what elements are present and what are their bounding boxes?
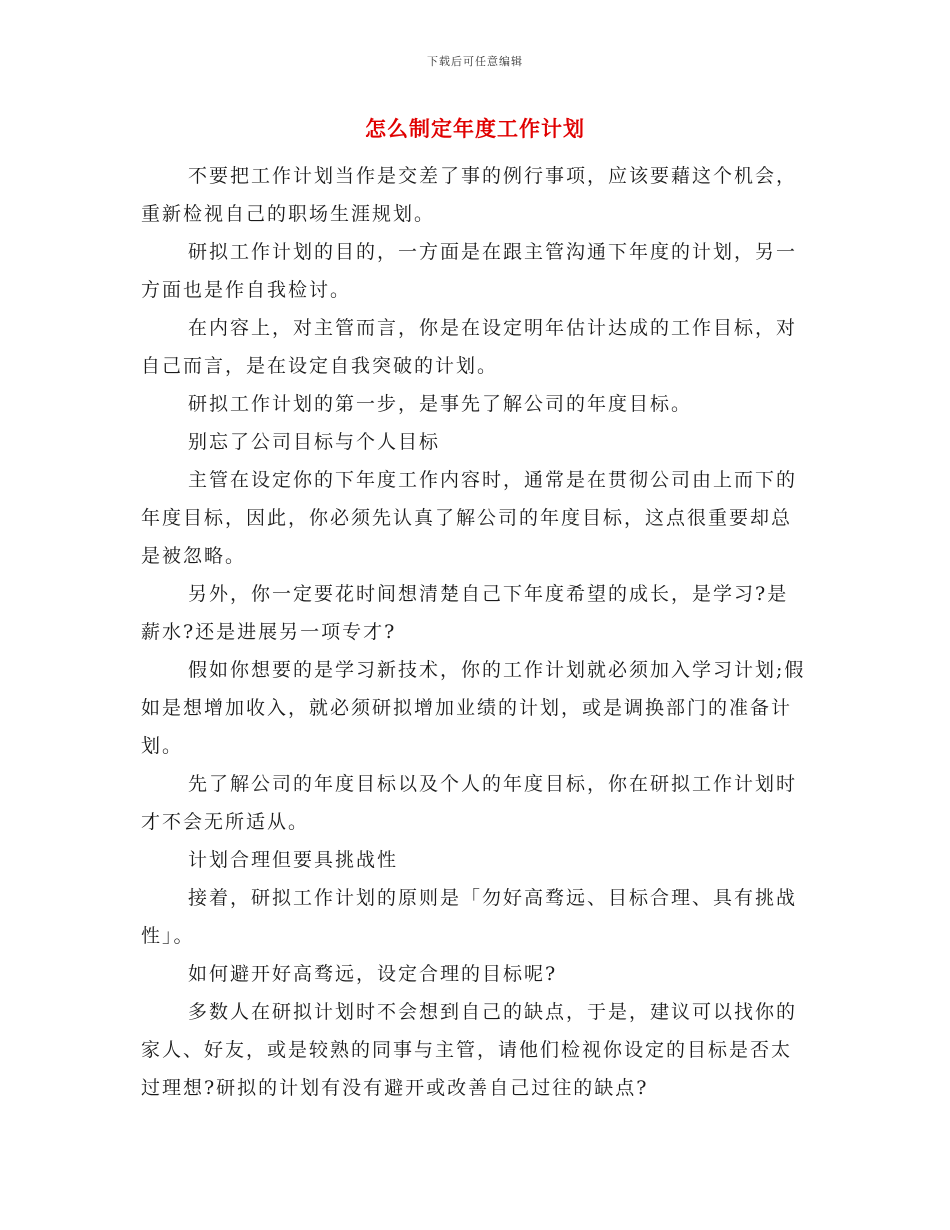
paragraph-7: 假如你想要的是学习新技术，你的工作计划就必须加入学习计划;假如是想增加收入，就必须研拟增加业绩的计划，或是调换部门的准备计划。 xyxy=(141,659,806,757)
header-note: 下载后可任意编辑 xyxy=(427,55,523,68)
document-body xyxy=(141,157,809,1107)
paragraph-10: 如何避开好高骛远，设定合理的目标呢? xyxy=(188,963,558,985)
paragraph-4: 研拟工作计划的第一步，是事先了解公司的年度目标。 xyxy=(188,393,693,415)
paragraph-1: 不要把工作计划当作是交差了事的例行事项，应该要藉这个机会，重新检视自己的职场生涯规划。 xyxy=(141,165,798,225)
paragraph-5: 主管在设定你的下年度工作内容时，通常是在贯彻公司由上而下的年度目标，因此，你必须先认真了解公司的年度目标，这点很重要却总是被忽略。 xyxy=(141,469,798,567)
section-heading-goals: 别忘了公司目标与个人目标 xyxy=(188,431,441,453)
document-title: 怎么制定年度工作计划 xyxy=(365,116,585,141)
section-heading-challenge: 计划合理但要具挑战性 xyxy=(188,849,399,871)
paragraph-11: 多数人在研拟计划时不会想到自己的缺点，于是，建议可以找你的家人、好友，或是较熟的同事与主管，请他们检视你设定的目标是否太过理想?研拟的计划有没有避开或改善自己过往的缺点? xyxy=(141,1001,798,1099)
paragraph-8: 先了解公司的年度目标以及个人的年度目标，你在研拟工作计划时才不会无所适从。 xyxy=(141,773,798,833)
paragraph-3: 在内容上，对主管而言，你是在设定明年估计达成的工作目标，对自己而言，是在设定自我突破的计划。 xyxy=(141,317,798,377)
paragraph-6: 另外，你一定要花时间想清楚自己下年度希望的成长，是学习?是薪水?还是进展另一项专才? xyxy=(141,583,789,643)
paragraph-9: 接着，研拟工作计划的原则是「勿好高骛远、目标合理、具有挑战性」。 xyxy=(141,887,798,947)
paragraph-2: 研拟工作计划的目的，一方面是在跟主管沟通下年度的计划，另一方面也是作自我检讨。 xyxy=(141,241,798,301)
